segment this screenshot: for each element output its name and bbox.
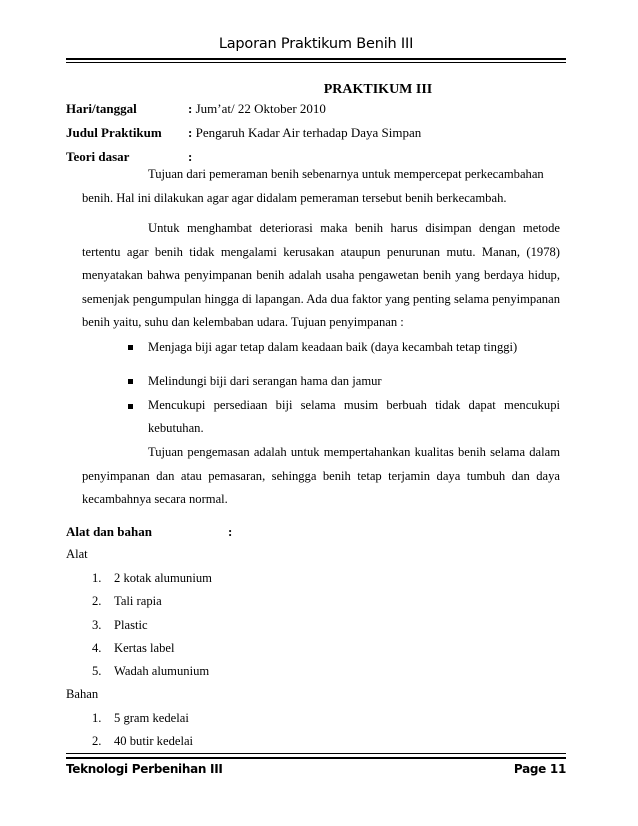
- list-item: 2. Tali rapia: [92, 594, 162, 608]
- alat-label: Alat: [66, 547, 88, 561]
- bahan-label: Bahan: [66, 687, 99, 701]
- paragraph-line: benih. Hal ini dilakukan agar agar didalam pemeraman tersebut benih berkecambah.: [82, 190, 507, 205]
- meta-value: :: [188, 149, 193, 164]
- footer-page-number: Page 11: [513, 762, 566, 776]
- meta-value: : Jum’at/ 22 Oktober 2010: [188, 101, 326, 116]
- section-heading-alat-bahan: Alat dan bahan :: [66, 524, 233, 539]
- list-item-text: Mencukupi persediaan biji selama musim berbuah tidak dapat mencukupi kebutuhan.: [148, 398, 560, 435]
- footer-rule-thick: [66, 757, 566, 759]
- footer-rule-thin: [66, 753, 566, 754]
- footer-course-title: Teknologi Perbenihan III: [66, 762, 223, 776]
- list-item: 3. Plastic: [92, 618, 148, 632]
- list-item: 2. 40 butir kedelai: [92, 734, 194, 748]
- paragraph-pemeraman: [82, 163, 560, 210]
- list-item-text: Melindungi biji dari serangan hama dan jamur: [148, 374, 382, 388]
- header-rule-thin: [66, 62, 566, 63]
- meta-key: Teori dasar: [66, 149, 130, 164]
- bullet-icon: [128, 379, 133, 384]
- running-header: Laporan Praktikum Benih III: [218, 36, 414, 52]
- header-rule-thick: [66, 58, 566, 60]
- list-item: 4. Kertas label: [92, 641, 175, 655]
- list-item: 1. 2 kotak alumunium: [92, 571, 212, 585]
- page-title: PRAKTIKUM III: [323, 82, 433, 97]
- paragraph-pengemasan: Tujuan pengemasan adalah untuk mempertahankan kualitas benih selama dalam penyimpanan dan atau pemasaran, sehingga benih tetap terjamin daya tumbuh dan daya kecambahnya secara normal.: [82, 445, 560, 507]
- list-item: 1. 5 gram kedelai: [92, 711, 189, 725]
- meta-key: Hari/tanggal: [66, 101, 137, 116]
- meta-value: : Pengaruh Kadar Air terhadap Daya Simpan: [188, 125, 422, 140]
- list-item-text: Menjaga biji agar tetap dalam keadaan baik (daya kecambah tetap tinggi): [148, 340, 518, 354]
- bullet-icon: [128, 404, 133, 409]
- list-item: 5. Wadah alumunium: [92, 664, 210, 678]
- paragraph-line: Tujuan dari pemeraman benih sebenarnya untuk mempercepat perkecambahan: [148, 167, 544, 181]
- meta-key: Judul Praktikum: [66, 125, 162, 140]
- bullet-icon: [128, 345, 133, 350]
- paragraph-deteriorasi: Untuk menghambat deteriorasi maka benih harus disimpan dengan metode tertentu agar benih tidak mengalami kerusakan ataupun penurunan mutu. Manan, (1978) menyatakan bahwa penyimpanan benih adalah usaha pengawetan benih yang berdaya hidup, semenjak pengumpulan hingga di lapangan. Ada dua faktor yang penting selama penyimpanan benih yaitu, suhu dan kelembaban udara. Tujuan penyimpanan :: [82, 221, 560, 330]
